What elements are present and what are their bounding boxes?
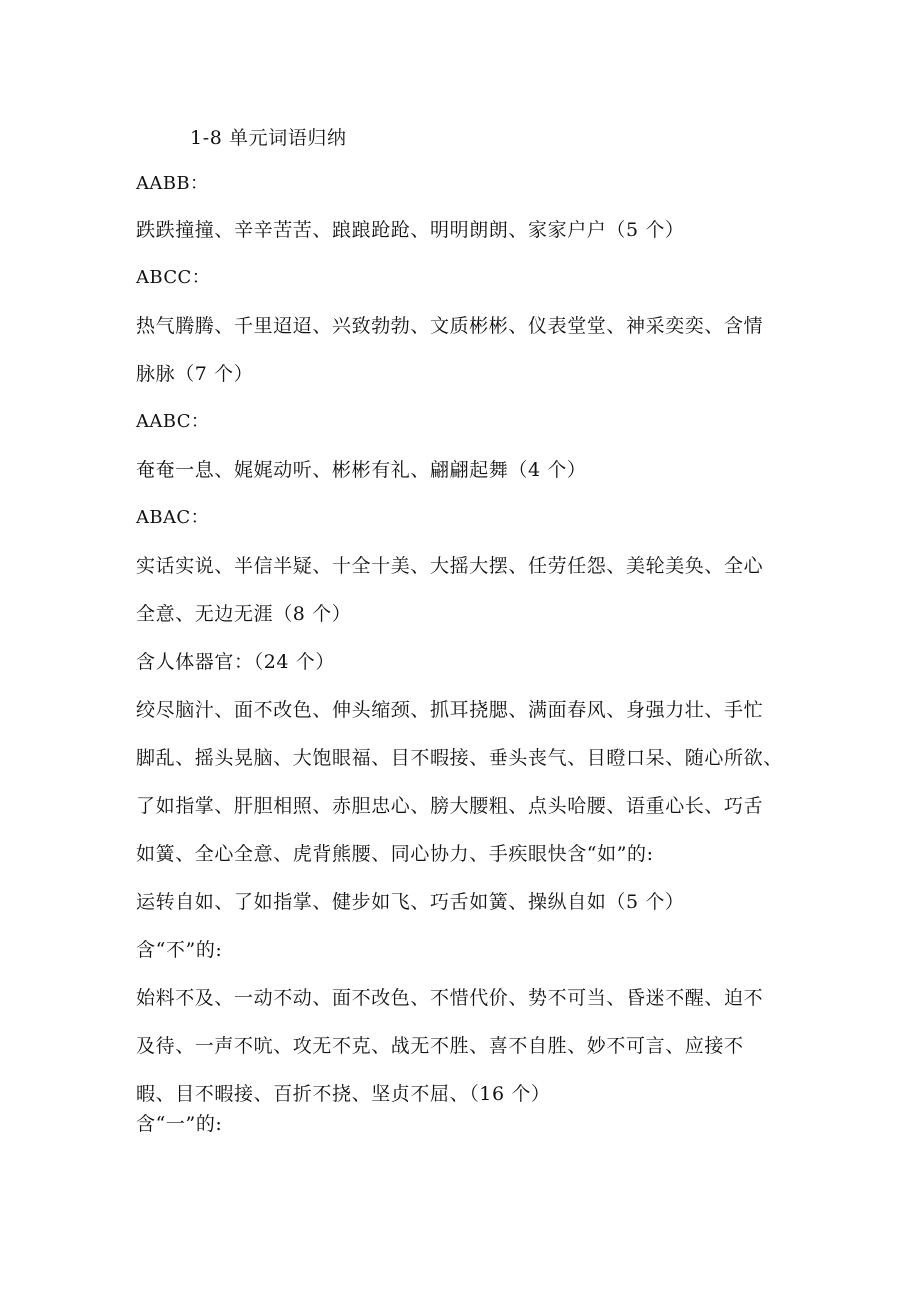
section-heading-body-organs: 含人体器官：（24 个） bbox=[136, 651, 335, 673]
text-line: 全意、无边无涯（8 个） bbox=[136, 603, 352, 625]
text-line: 及待、一声不吭、攻无不克、战无不胜、喜不自胜、妙不可言、应接不 bbox=[136, 1035, 744, 1057]
text-line: 奄奄一息、娓娓动听、彬彬有礼、翩翩起舞（4 个） bbox=[136, 459, 587, 481]
document-title: 1-8 单元词语归纳 bbox=[190, 127, 347, 149]
text-line: 脚乱、摇头晃脑、大饱眼福、目不暇接、垂头丧气、目瞪口呆、随心所欲、 bbox=[136, 747, 783, 769]
text-line: 绞尽脑汁、面不改色、伸头缩颈、抓耳挠腮、满面春风、身强力壮、手忙 bbox=[136, 699, 764, 721]
text-line: 如簧、全心全意、虎背熊腰、同心协力、手疾眼快含“如”的: bbox=[136, 843, 654, 865]
text-line: 跌跌撞撞、辛辛苦苦、踉踉跄跄、明明朗朗、家家户户（5 个） bbox=[136, 219, 685, 241]
text-line: 始料不及、一动不动、面不改色、不惜代价、势不可当、昏迷不醒、迫不 bbox=[136, 987, 764, 1009]
section-heading-yi: 含“一”的: bbox=[136, 1113, 223, 1135]
section-heading-abcc: ABCC： bbox=[136, 267, 211, 288]
text-line: 脉脉（7 个） bbox=[136, 363, 254, 385]
section-heading-bu: 含“不”的: bbox=[136, 939, 223, 961]
text-line: 了如指掌、肝胆相照、赤胆忠心、膀大腰粗、点头哈腰、语重心长、巧舌 bbox=[136, 795, 764, 817]
section-heading-aabb: AABB： bbox=[136, 173, 209, 194]
text-line: 热气腾腾、千里迢迢、兴致勃勃、文质彬彬、仪表堂堂、神采奕奕、含情 bbox=[136, 315, 764, 337]
text-line: 暇、目不暇接、百折不挠、坚贞不屈、（16 个） bbox=[136, 1083, 551, 1105]
section-heading-abac: ABAC： bbox=[136, 507, 209, 528]
text-line: 运转自如、了如指掌、健步如飞、巧舌如簧、操纵自如（5 个） bbox=[136, 891, 685, 913]
section-heading-aabc: AABC： bbox=[136, 411, 210, 432]
text-line: 实话实说、半信半疑、十全十美、大摇大摆、任劳任怨、美轮美奂、全心 bbox=[136, 555, 764, 577]
